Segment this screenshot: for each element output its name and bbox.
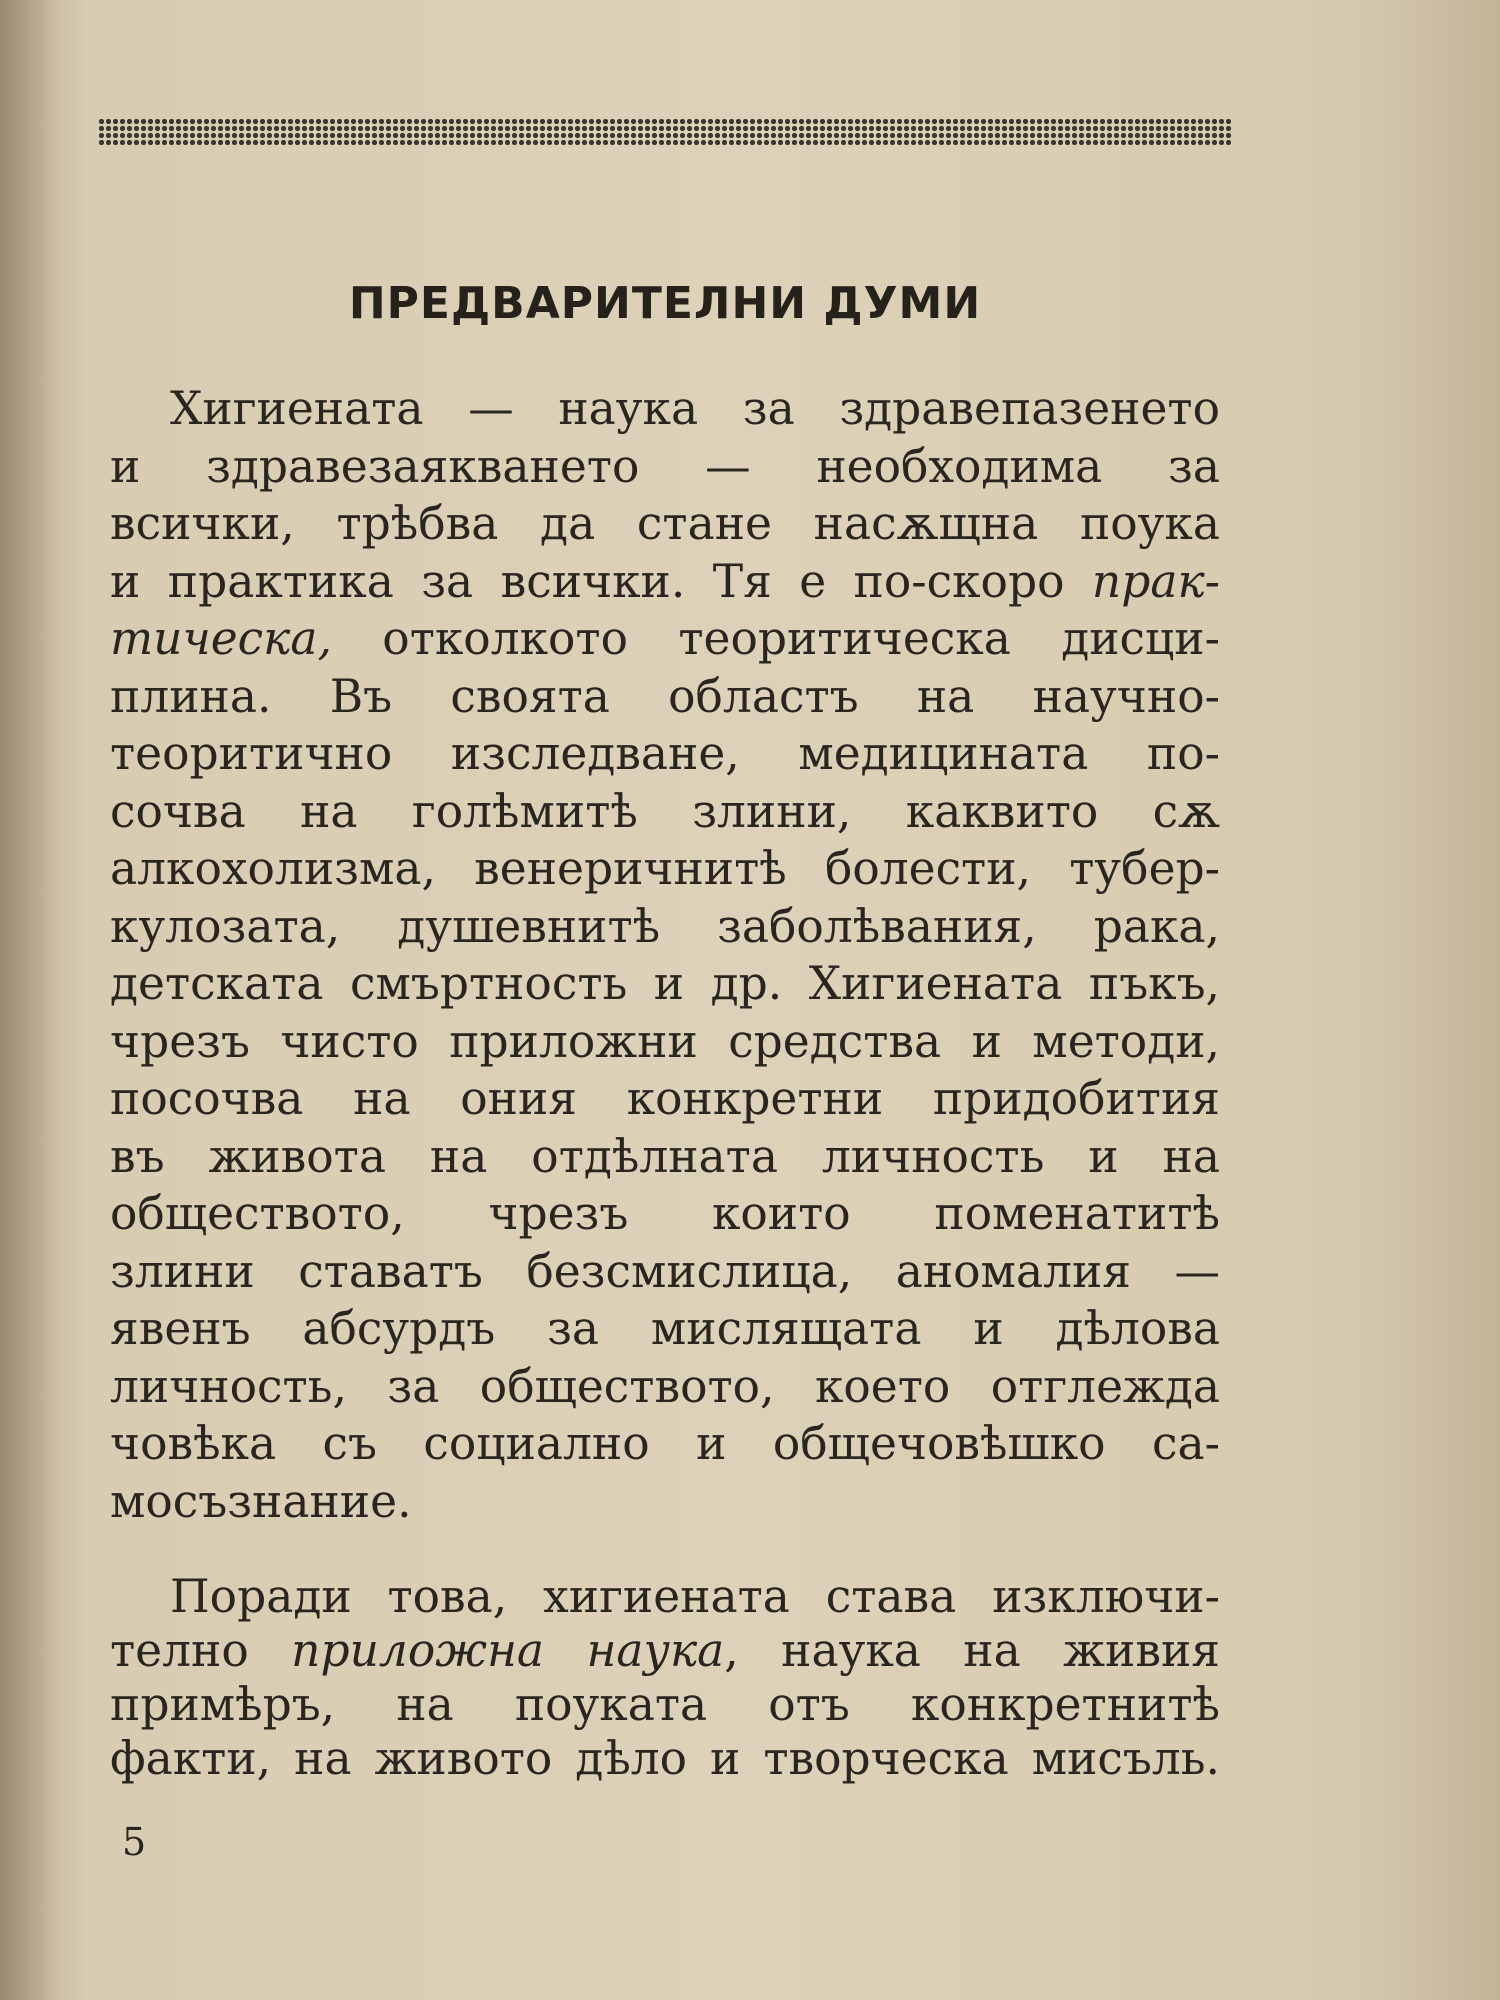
italic-phrase: приложна наука [291, 1624, 725, 1677]
text-line: явенъ абсурдъ за мислящата и дѣлова [110, 1302, 1220, 1355]
text-line: и практика за всички. Тя е по-скоро прак- [110, 554, 1221, 608]
dotted-ornament-rule [98, 118, 1233, 146]
text-line: и здравезаякването — необходима за [110, 439, 1220, 493]
text-line: алкохолизма, венеричнитѣ болести, тубер- [110, 842, 1220, 895]
text-line: тическа, отколкото теоритическа дисци- [110, 612, 1220, 665]
text-line: мосъзнание. [110, 1474, 412, 1528]
text-line: чрезъ чисто приложни средства и методи, [110, 1014, 1220, 1068]
text-line: въ живота на отдѣлната личность и на [110, 1129, 1220, 1183]
text-line: кулозата, душевнитѣ заболѣвания, рака, [110, 899, 1220, 953]
text-line: всички, трѣбва да стане насѫщна поука [110, 497, 1220, 550]
text-line: теоритично изследване, медицината по- [110, 727, 1220, 780]
text-line: факти, на живото дѣло и творческа мисъль. [110, 1732, 1220, 1785]
paragraph-2 [110, 1570, 1220, 1786]
text-line: обществото, чрезъ които поменатитѣ [110, 1187, 1220, 1240]
text-line: злини ставатъ безсмислица, аномалия — [110, 1244, 1220, 1298]
italic-word: тическа, [110, 612, 332, 665]
paragraph-1 [110, 380, 1220, 1530]
text-line: Хигиената — наука за здравепазенето [170, 382, 1220, 435]
text-line: телно приложна наука, наука на живия [110, 1624, 1220, 1677]
page-number: 5 [122, 1820, 147, 1864]
text-line: Поради това, хигиената става изключи- [170, 1570, 1220, 1623]
italic-word: прак- [1091, 554, 1221, 608]
page-title: ПРЕДВАРИТЕЛНИ ДУМИ [348, 278, 982, 329]
text-line: човѣка съ социално и общечовѣшко са- [110, 1417, 1220, 1470]
text-line: детската смъртность и др. Хигиената пъкъ, [110, 957, 1220, 1010]
text-line: личность, за обществото, което отглежда [110, 1359, 1220, 1413]
text-line: плина. Въ своята областъ на научно- [110, 669, 1220, 723]
text-line: сочва на голѣмитѣ злини, каквито сѫ [110, 784, 1220, 838]
text-line: примѣръ, на поуката отъ конкретнитѣ [110, 1678, 1220, 1731]
text-line: посочва на ония конкретни придобития [110, 1072, 1220, 1125]
